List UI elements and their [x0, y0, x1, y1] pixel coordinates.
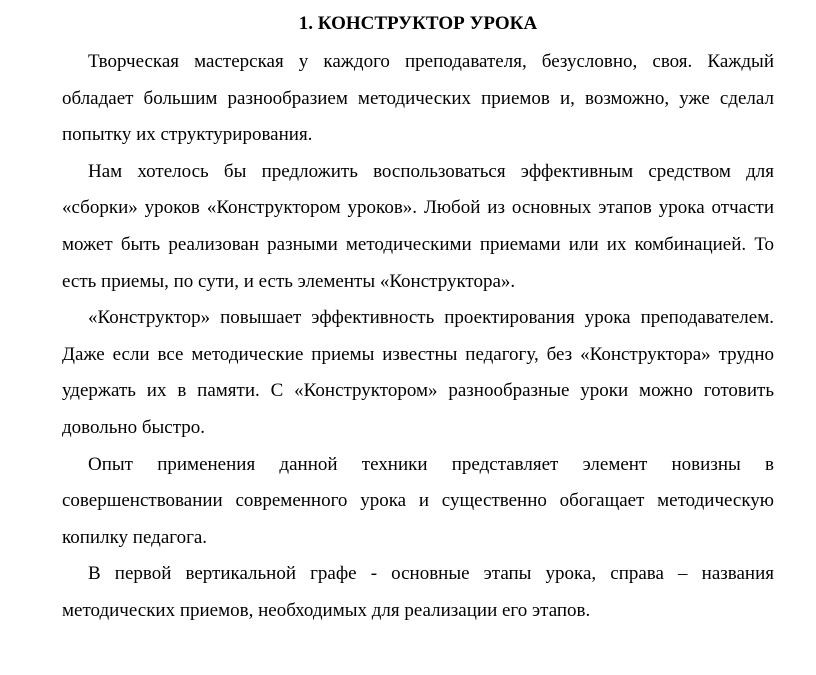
paragraph-4: Опыт применения данной техники представляет элемент новизны в совершенствовании современного урока и существенно обогащает методическую копилку педагога. — [62, 453, 774, 548]
paragraph-2: Нам хотелось бы предложить воспользоваться эффективным средством для «сборки» уроков «Конструктором уроков». Любой из основных этапов урока отчасти может быть реализован разными методическими приемами или их комбинацией. То есть приемы, по сути, и есть элементы «Конструктора». — [62, 160, 774, 292]
paragraph-1: Творческая мастерская у каждого преподавателя, безусловно, своя. Каждый обладает большим разнообразием методических приемов и, возможно, уже сделал попытку их структурирования. — [62, 51, 774, 146]
paragraph-3: «Конструктор» повышает эффективность проектирования урока преподавателем. Даже если все методические приемы известны педагогу, без «Конструктора» трудно удержать их в памяти. С «Конструктором» разнообразные уроки можно готовить довольно быстро. — [62, 307, 774, 438]
document-page — [62, 8, 774, 630]
page-title: 1. КОНСТРУКТОР УРОКА — [298, 13, 538, 34]
paragraph-5: В первой вертикальной графе - основные этапы урока, справа – названия методических приемов, необходимых для реализации его этапов. — [62, 563, 774, 621]
